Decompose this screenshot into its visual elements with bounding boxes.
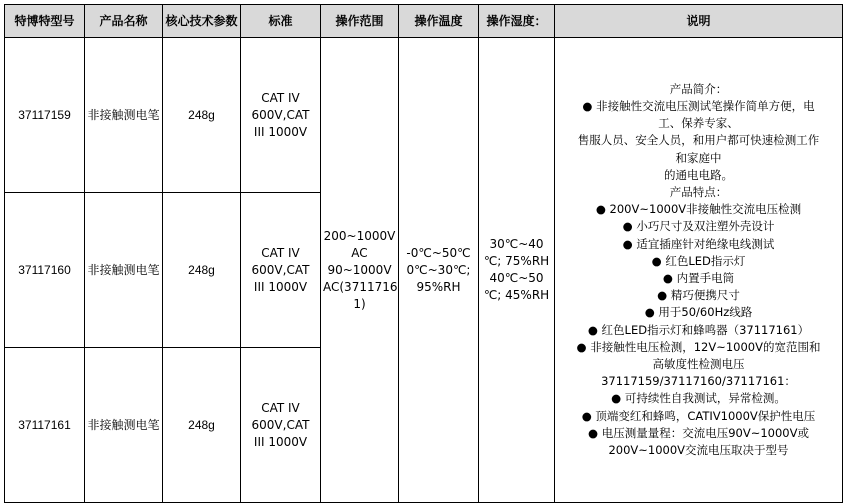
header-standard: 标准	[241, 5, 321, 38]
desc-line: ● 非接触性交流电压测试笔操作简单方便，电	[582, 98, 815, 113]
header-params: 核心技术参数	[163, 5, 241, 38]
cell-name: 非接触测电笔	[85, 38, 163, 193]
cell-model: 37117161	[5, 348, 85, 503]
header-desc: 说明	[555, 5, 843, 38]
header-temp: 操作温度	[399, 5, 479, 38]
range-line: 90~1000V	[327, 262, 392, 277]
header-model: 特博特型号	[5, 5, 85, 38]
temp-line: -0℃~50℃	[406, 245, 471, 260]
humidity-line: 40℃~50	[489, 271, 544, 285]
standard-line: III 1000V	[253, 124, 308, 139]
desc-line: 售服人员、安全人员，和用户都可快速检测工作	[577, 133, 820, 148]
cell-model: 37117160	[5, 193, 85, 348]
desc-line: ● 用于50/60Hz线路	[644, 305, 753, 320]
cell-description	[555, 38, 843, 503]
desc-line: 37117159/37117160/37117161：	[601, 374, 796, 389]
cell-standard	[241, 38, 321, 193]
cell-weight: 248g	[163, 38, 241, 193]
cell-name: 非接触测电笔	[85, 193, 163, 348]
header-row	[5, 5, 843, 38]
standard-line: CAT IV	[261, 245, 300, 260]
cell-weight: 248g	[163, 193, 241, 348]
desc-line: ● 精巧便携尺寸	[657, 288, 740, 303]
range-line: AC(3711716	[323, 279, 398, 294]
range-line: AC	[351, 245, 368, 260]
standard-line: 600V,CAT	[251, 107, 310, 122]
desc-line: 工、保养专家、	[658, 116, 739, 131]
humidity-line: 30℃~40	[489, 237, 544, 251]
cell-range	[321, 38, 399, 503]
desc-line: 产品简介：	[669, 81, 728, 96]
header-name: 产品名称	[85, 5, 163, 38]
cell-standard	[241, 348, 321, 503]
desc-line: 和家庭中	[675, 150, 722, 165]
temp-line: 95%RH	[416, 279, 461, 294]
standard-line: 600V,CAT	[251, 417, 310, 432]
desc-line: ● 内置手电筒	[662, 271, 735, 285]
desc-line: ● 电压测量量程：交流电压90V~1000V或	[588, 425, 809, 440]
desc-line: ● 可持续性自我测试，异常检测。	[611, 391, 786, 406]
product-spec-table	[4, 4, 843, 503]
temp-line: 0℃~30℃;	[406, 262, 471, 277]
range-line: 200~1000V	[323, 228, 396, 243]
desc-line: ● 200V~1000V非接触性交流电压检测	[595, 202, 802, 217]
standard-line: 600V,CAT	[251, 262, 310, 277]
standard-line: CAT IV	[261, 400, 300, 415]
desc-line: 200V~1000V交流电压取决于型号	[608, 443, 789, 458]
humidity-line: ℃; 45%RH	[483, 288, 550, 302]
desc-line: ● 红色LED指示灯和蜂鸣器（37117161）	[587, 322, 810, 337]
desc-line: 的通电电路。	[664, 167, 733, 182]
cell-humidity	[479, 38, 555, 503]
standard-line: III 1000V	[253, 279, 308, 294]
cell-name: 非接触测电笔	[85, 348, 163, 503]
humidity-line: ℃; 75%RH	[483, 254, 550, 268]
header-range: 操作范围	[321, 5, 399, 38]
standard-line: III 1000V	[253, 434, 308, 449]
cell-weight: 248g	[163, 348, 241, 503]
cell-temp	[399, 38, 479, 503]
desc-line: 产品特点：	[669, 184, 728, 199]
cell-model: 37117159	[5, 38, 85, 193]
desc-line: ● 顶端变红和蜂鸣，CATIV1000V保护性电压	[581, 408, 816, 423]
desc-line: ● 适宜插座针对绝缘电线测试	[622, 236, 775, 251]
range-line: 1)	[353, 296, 366, 311]
desc-line: ● 小巧尺寸及双注塑外壳设计	[622, 219, 775, 234]
desc-line: ● 非接触性电压检测，12V~1000V的宽范围和	[576, 339, 821, 354]
table-row	[5, 38, 843, 193]
standard-line: CAT IV	[261, 90, 300, 105]
desc-line: 高敏度性检测电压	[652, 357, 745, 372]
cell-standard	[241, 193, 321, 348]
header-humidity: 操作湿度：	[479, 5, 555, 38]
desc-line: ● 红色LED指示灯	[651, 253, 746, 268]
